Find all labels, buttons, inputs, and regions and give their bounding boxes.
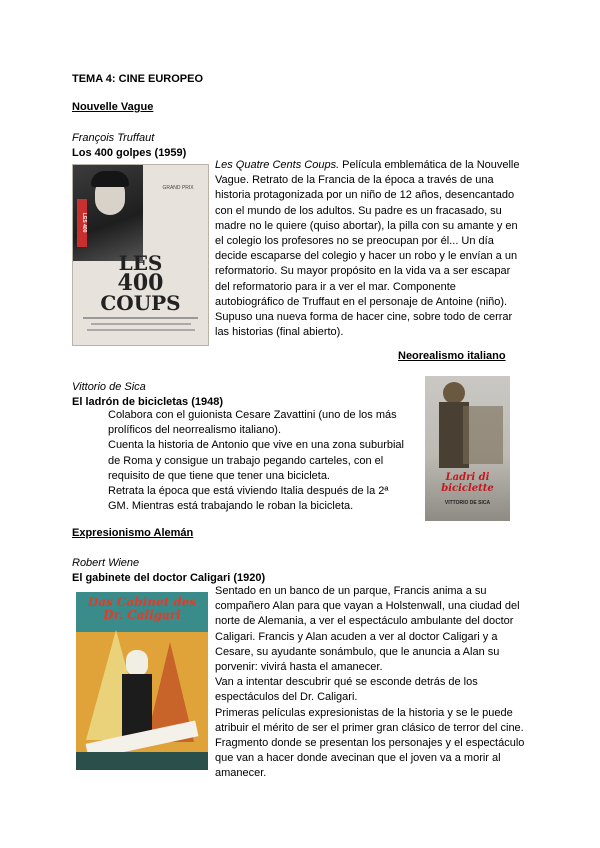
- cesare-figure: [122, 674, 152, 738]
- paragraph: Retrata la época que está viviendo Italia después de la 2ª GM. Mientras está trabajando le roban la bicicleta.: [108, 485, 389, 513]
- page-title: TEMA 4: CINE EUROPEO: [72, 73, 203, 85]
- poster-title: Ladri di biciclette: [441, 472, 494, 494]
- poster-title: Das Cabinet des Dr. Caligari: [87, 595, 197, 622]
- paragraph-400-golpes: [215, 158, 527, 340]
- poster-title-line2: 400: [117, 270, 164, 296]
- original-title: Les Quatre Cents Coups.: [215, 159, 340, 171]
- paragraph: Van a intentar descubrir qué se esconde detrás de los espectáculos del Dr. Caligari.: [215, 676, 478, 704]
- section-heading-nouvelle-vague: Nouvelle Vague: [72, 101, 154, 113]
- film-title: Los 400 golpes (1959): [72, 147, 187, 159]
- hair-shape: [91, 171, 129, 187]
- poster-ladri-di-biciclette: [425, 376, 510, 521]
- man-head: [443, 382, 465, 404]
- paragraph: Colabora con el guionista Cesare Zavattini (uno de los más prolíficos del neorrealismo italiano).: [108, 409, 397, 437]
- poster-tag: GRAND PRIX: [162, 185, 194, 191]
- poster-400-coups: [72, 164, 209, 346]
- poster-title-line1: LES: [118, 251, 163, 275]
- poster-credit-line: [87, 329, 195, 331]
- face-shape: [126, 650, 148, 676]
- paragraphs-caligari: [215, 584, 527, 782]
- section-heading-expresionismo: Expresionismo Alemán: [72, 527, 194, 539]
- paragraph: Primeras películas expresionistas de la historia y se le puede atribuir el mérito de ser el primer gran clásico de terror del cine. Fragmento donde se presentan los personajes y el espectáculo que van a hacer donde avecinan que el joven va a morir al amanecer.: [215, 706, 525, 780]
- synopsis-text: Película emblemática de la Nouvelle Vague. Retrato de la Francia de la época a través de una historia protagonizada por un niño de 12 años, desencantado con el mundo de los adultos. Su padre es un fracasado, su madre no le quiere (quiso abortar), la pilla con su amante y en el colegio los profesores no se preocupan por él... Un día decide escaparse del colegio y hacer un robo y le envían a un reformatorio. Su mayor propósito en la vida va a ser escapar del reformatorio para ir a ver el mar. Componente autobiográfico de Truffaut en el personaje de Antoine (niño). Supuso una nueva forma de hacer cine, sobre todo de cerrar las historias (final abierto).: [215, 159, 520, 339]
- paragraph: Sentado en un banco de un parque, Francis anima a su compañero Alan para que vayan a Holstenwall, una ciudad del norte de Alemania, a ver el espectáculo ambulante del doctor Caligari. Francis y Alan acuden a ver al doctor Caligari y a Cesare, su ayudante sonámbulo, que le anuncia a Alan su porvenir: vivirá hasta el amanecer.: [215, 585, 520, 674]
- section-heading-neorealismo: Neorealismo italiano: [398, 350, 506, 362]
- director-name: Vittorio de Sica: [72, 381, 146, 393]
- poster-title-line3: COUPS: [100, 291, 181, 315]
- paragraphs-ladron: [108, 408, 408, 514]
- director-name: François Truffaut: [72, 132, 155, 144]
- poster-caligari: [76, 592, 208, 770]
- poster-credit-line: [91, 323, 191, 325]
- paragraph: Cuenta la historia de Antonio que vive en una zona suburbial de Roma y consigue un trabajo pegando carteles, con el requisito de que tiene que tener una bicicleta.: [108, 439, 404, 482]
- film-title: El ladrón de bicicletas (1948): [72, 396, 224, 408]
- film-title: El gabinete del doctor Caligari (1920): [72, 572, 266, 584]
- poster-credit-line: [83, 317, 198, 319]
- director-name: Robert Wiene: [72, 557, 140, 569]
- poster-credit: VITTORIO DE SICA: [444, 500, 491, 506]
- figure-shape: [463, 406, 503, 464]
- poster-side-label: LES 400: [77, 199, 87, 247]
- poster-base: [76, 752, 208, 770]
